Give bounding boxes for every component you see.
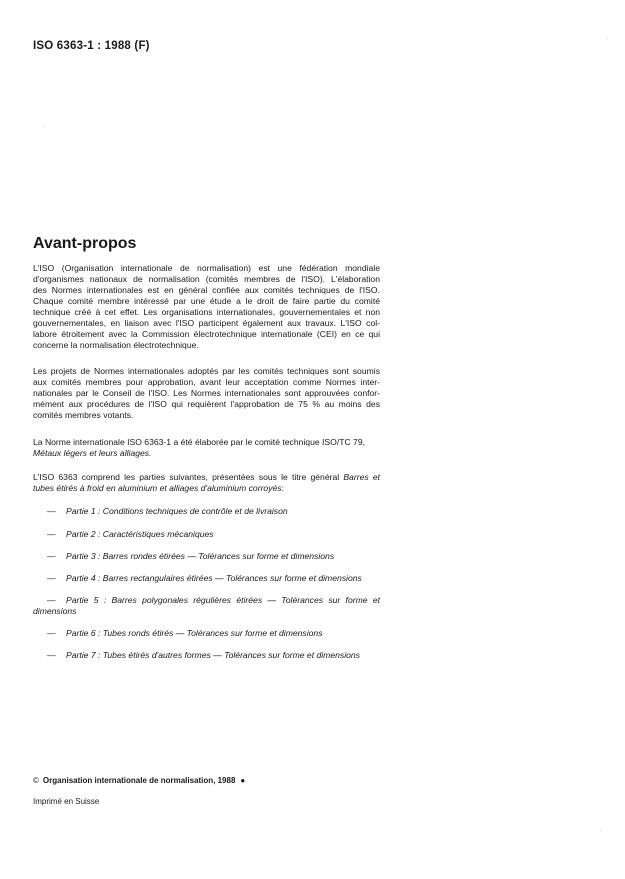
text-segment: : [281,483,284,493]
list-item [33,595,380,617]
text-line: mément aux procédures de l'ISO qui requièrent l'approbation de 75 % au moins des [33,399,380,409]
text-segment: L'ISO 6363 comprend les parties suivantes, présentées sous le titre général [33,472,344,482]
paragraph-iso-description [33,263,380,351]
dash-bullet: — [47,551,56,561]
paragraph-approval [33,366,380,421]
dash-bullet: — [47,650,56,660]
text-line: technique créé à cet effet. Les organisations internationales, gouvernementales et non [33,307,380,317]
bullet-icon: ● [240,776,246,785]
text-line: La Norme internationale ISO 6363-1 a été élaborée par le comité technique ISO/TC 79, [33,437,366,447]
scan-speck [600,830,601,831]
list-item [33,529,380,540]
list-item [33,506,380,517]
text-line: labore étroitement avec la Commission électrotechnique internationale (CEI) en ce qui [33,329,380,339]
part-title: Partie 6 : Tubes ronds étirés — Tolérances sur forme et dimensions [66,628,323,638]
part-title: Partie 7 : Tubes étirés d'autres formes — Tolérances sur forme et dimensions [66,650,360,660]
list-item [33,628,380,639]
scan-speck [44,126,45,127]
text-line: L'ISO (Organisation internationale de normalisation) est une fédération mondiale [33,263,380,273]
document-reference: ISO 6363-1 : 1988 (F) [33,40,150,52]
dash-bullet: — [47,573,56,583]
committee-name: Métaux légers et leurs alliages. [33,448,152,458]
text-line [33,483,380,494]
part-title: Partie 2 : Caractéristiques mécaniques [66,529,214,539]
scan-speck [607,38,608,39]
general-title-part: tubes étirés à froid en aluminium et alliages d'aluminium corroyés [33,483,282,493]
paragraph-parts-intro [33,472,380,494]
dash-bullet: — [47,506,56,516]
copyright-notice [33,776,245,785]
text-line: Les projets de Normes internationales adoptés par les comités techniques sont soumis [33,366,380,376]
section-title: Avant-propos [33,235,137,252]
text-line: concerne la normalisation électrotechnique. [33,340,199,350]
copyright-icon: © [33,776,39,785]
part-title: Partie 1 : Conditions techniques de contrôle et de livraison [66,506,288,516]
text-line [33,472,380,483]
paragraph-committee [33,437,380,459]
text-line: aux comités membres pour approbation, avant leur acceptation comme Normes inter- [33,377,380,387]
dash-bullet: — [47,595,56,605]
list-item [33,551,380,562]
part-title: Partie 5 : Barres polygonales régulières étirées — Tolérances sur forme et [66,595,380,605]
printed-in: Imprimé en Suisse [33,797,100,806]
part-title: Partie 4 : Barres rectangulaires étirées — Tolérances sur forme et dimensions [66,573,362,583]
general-title-part: Barres et [343,472,380,482]
text-line: d'organismes nationaux de normalisation (comités membres de l'ISO). L'élaboration [33,274,380,284]
list-item [33,650,380,661]
text-line: Chaque comité membre intéressé par une étude a le droit de faire partie du comité [33,296,380,306]
text-line: des Normes internationales est en général confiée aux comités techniques de l'ISO. [33,285,380,295]
text-line: gouvernementales, en liaison avec l'ISO participent également aux travaux. L'ISO col- [33,318,380,328]
copyright-text: Organisation internationale de normalisation, 1988 [42,776,236,785]
text-line: comités membres votants. [33,410,134,420]
part-title-continued: dimensions [33,606,77,616]
list-item [33,573,380,584]
dash-bullet: — [47,628,56,638]
dash-bullet: — [47,529,56,539]
text-line: nationales par le Conseil de l'ISO. Les Normes internationales sont approuvées confor- [33,388,380,398]
part-title: Partie 3 : Barres rondes étirées — Tolérances sur forme et dimensions [66,551,335,561]
